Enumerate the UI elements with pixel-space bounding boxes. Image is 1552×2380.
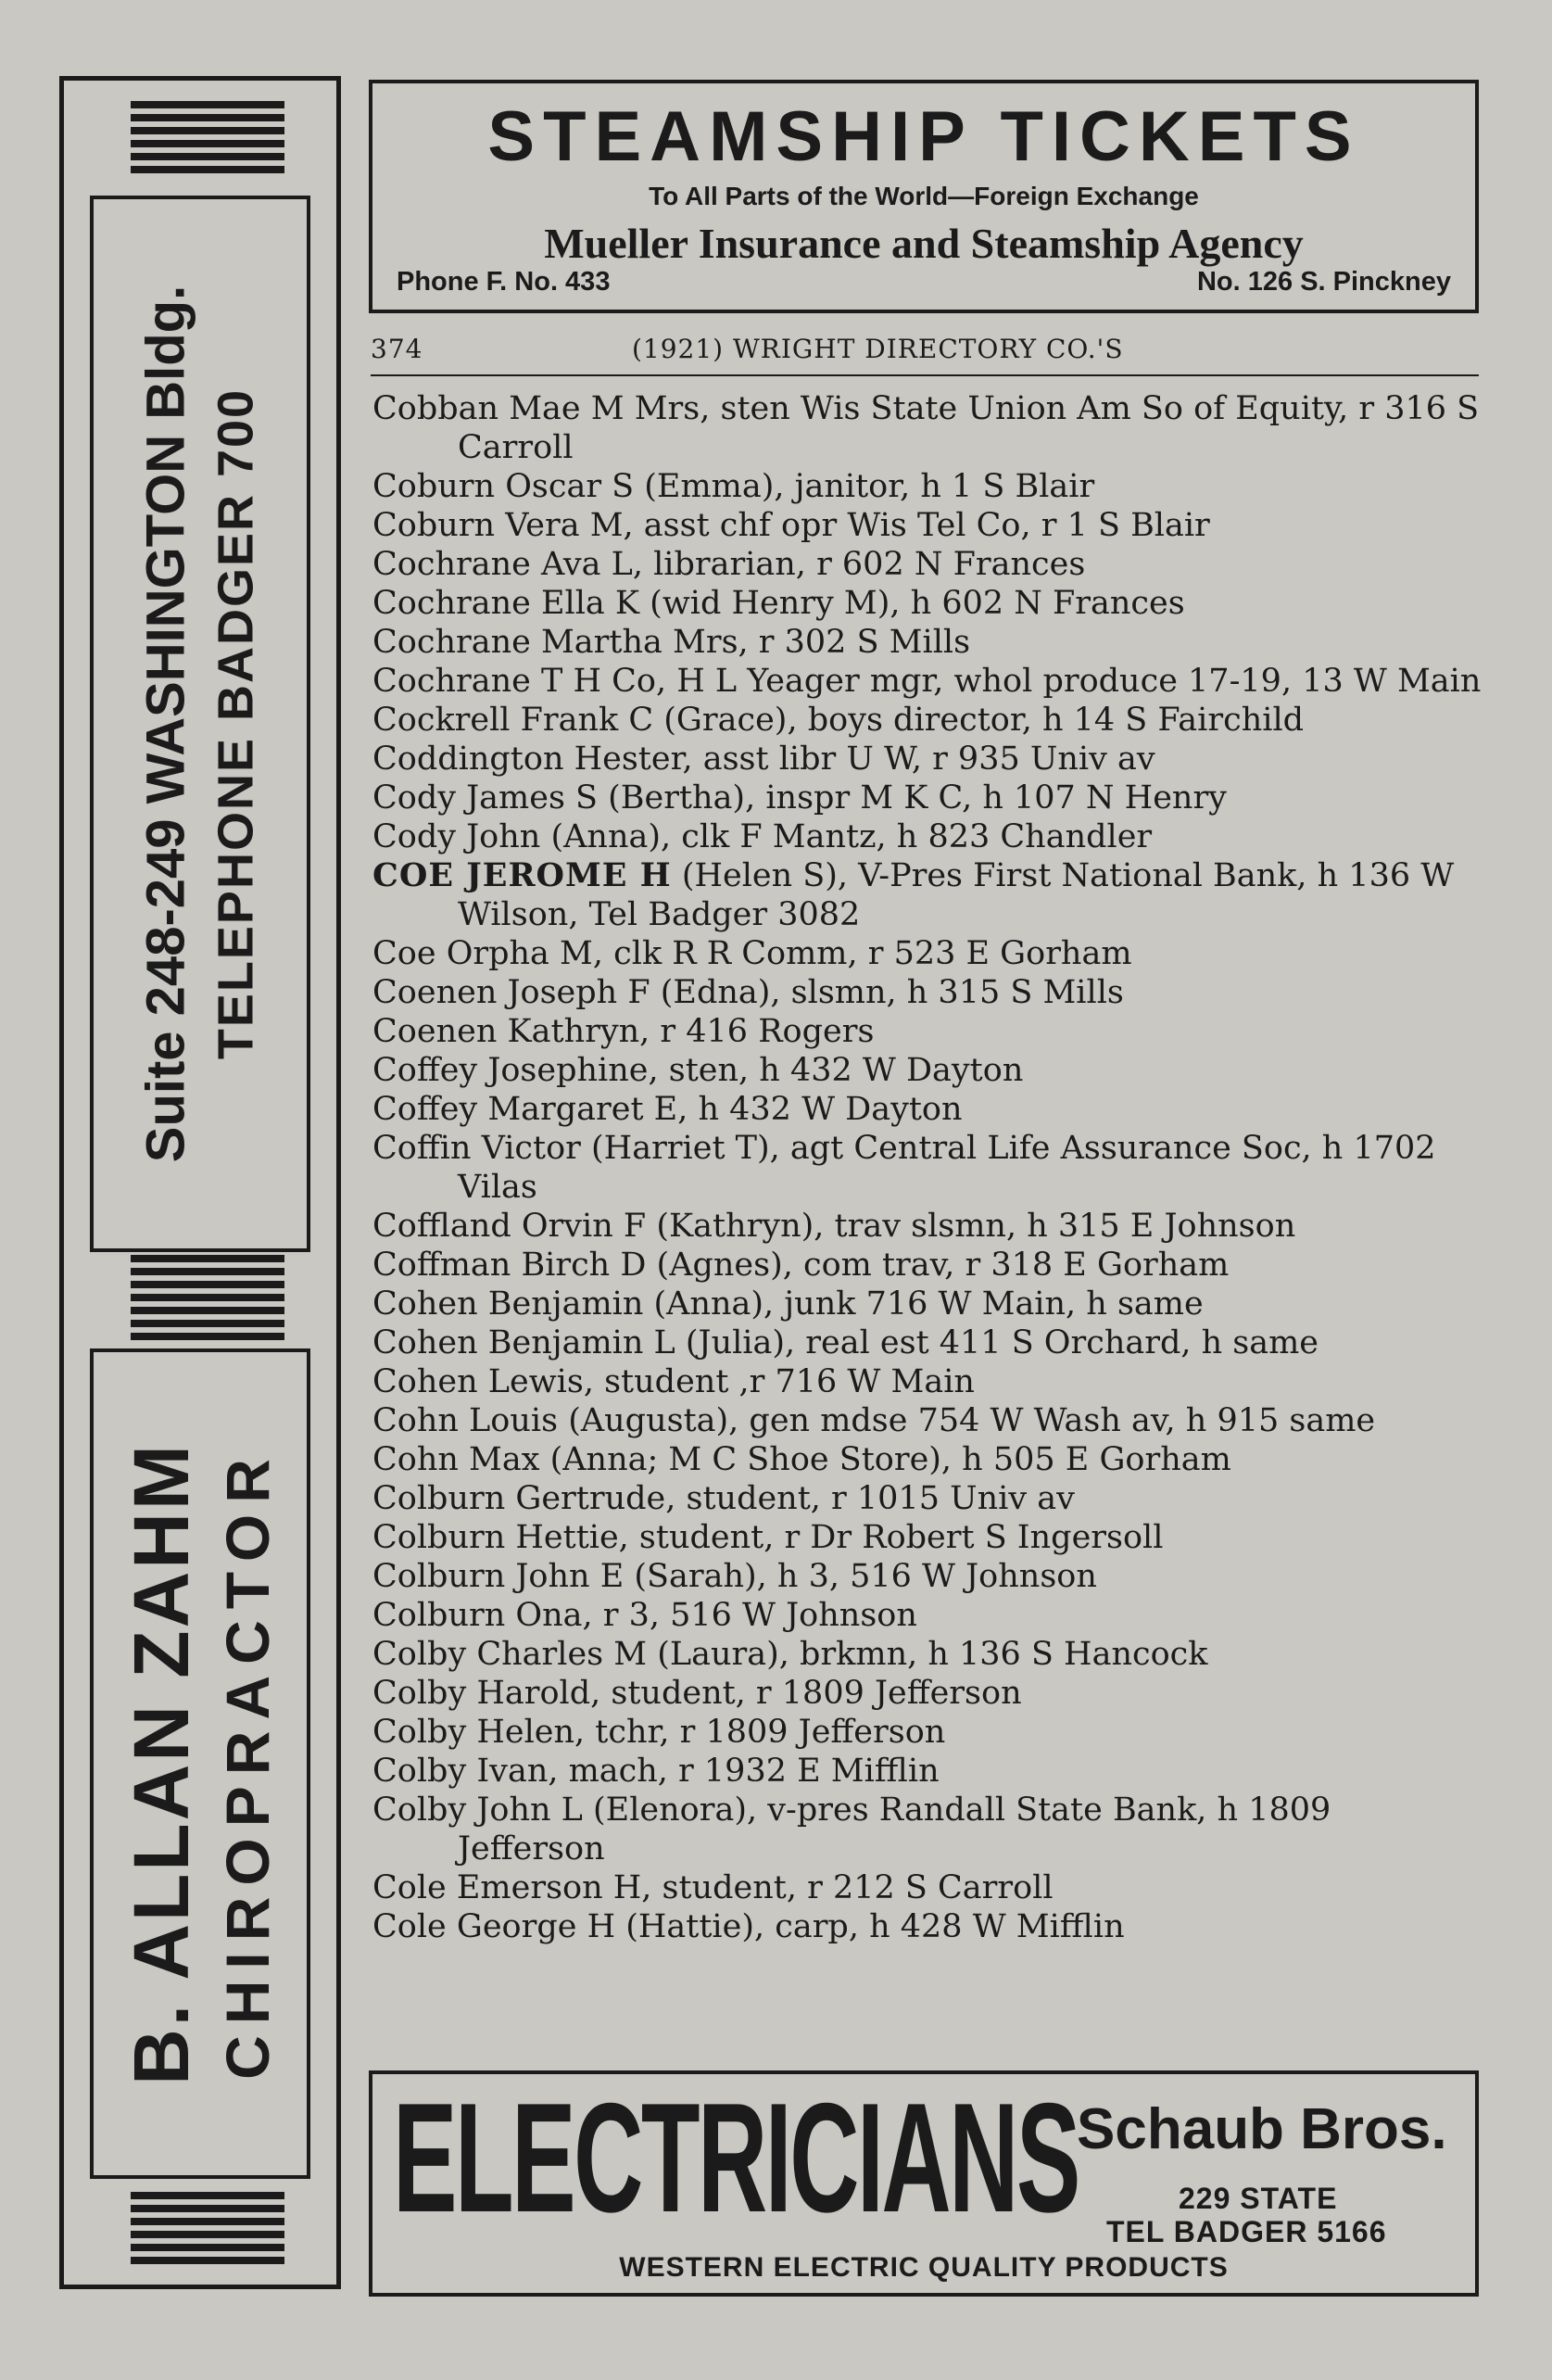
directory-entry [372, 662, 1481, 701]
directory-entry [372, 1907, 1481, 1946]
directory-entry [372, 740, 1481, 779]
side-ad-name: B. ALLAN ZAHM [118, 1442, 206, 2085]
page-number: 374 [371, 334, 423, 364]
entry-text: Colburn Ona, r 3, 516 W Johnson [372, 1597, 917, 1634]
directory-entry [372, 545, 1481, 584]
directory-entry [372, 1440, 1481, 1479]
entry-text: Cohen Benjamin (Anna), junk 716 W Main, h same [372, 1285, 1204, 1323]
bottom-ad-firm: Schaub Bros. [1077, 2097, 1447, 2161]
entry-text: Coburn Oscar S (Emma), janitor, h 1 S Blair [372, 468, 1095, 505]
entry-text: Cockrell Frank C (Grace), boys director, h 14 S Fairchild [372, 702, 1305, 739]
entry-text: Coffey Margaret E, h 432 W Dayton [372, 1091, 963, 1128]
entry-text: Coffey Josephine, sten, h 432 W Dayton [372, 1052, 1024, 1089]
entry-text: Coburn Vera M, asst chf opr Wis Tel Co, r 1 S Blair [372, 507, 1210, 544]
entry-text: Colby Ivan, mach, r 1932 E Mifflin [372, 1753, 940, 1790]
bottom-ad-address: 229 STATE [1179, 2182, 1338, 2215]
entry-text: Cochrane Ella K (wid Henry M), h 602 N Frances [372, 585, 1185, 622]
directory-entry [372, 506, 1481, 545]
directory-entry [372, 1129, 1481, 1207]
bottom-ad-headline: ELECTRICIANS [393, 2070, 1079, 2245]
decorative-bars-middle [131, 1255, 284, 1346]
entry-text: Colburn John E (Sarah), h 3, 516 W Johnson [372, 1558, 1097, 1595]
entry-text: Cody James S (Bertha), inspr M K C, h 107 N Henry [372, 779, 1227, 817]
entry-text: Coffman Birch D (Agnes), com trav, r 318 E Gorham [372, 1247, 1230, 1284]
directory-entry [372, 623, 1481, 662]
entry-text: Cochrane Martha Mrs, r 302 S Mills [372, 624, 971, 661]
directory-entry [372, 584, 1481, 623]
directory-entries [372, 389, 1481, 1946]
entry-text: Cohen Lewis, student ,r 716 W Main [372, 1363, 975, 1400]
entry-text: Colby Helen, tchr, r 1809 Jefferson [372, 1714, 946, 1751]
entry-text: Cody John (Anna), clk F Mantz, h 823 Chandler [372, 818, 1153, 855]
top-ad-subline: To All Parts of the World—Foreign Exchange [649, 182, 1199, 210]
entry-text: Coffland Orvin F (Kathryn), trav slsmn, h 315 E Johnson [372, 1208, 1296, 1245]
entry-text: Coe Orpha M, clk R R Comm, r 523 E Gorham [372, 935, 1132, 972]
directory-entry [372, 1868, 1481, 1907]
directory-entry [372, 467, 1481, 506]
bottom-ad-tagline: WESTERN ELECTRIC QUALITY PRODUCTS [619, 2252, 1229, 2283]
entry-text: Cobban Mae M Mrs, sten Wis State Union Am So of Equity, r 316 S Carroll [372, 390, 1480, 466]
directory-entry [372, 1752, 1481, 1791]
entry-text: Coddington Hester, asst libr U W, r 935 Univ av [372, 741, 1155, 778]
entry-bold-name: COE JEROME H [372, 856, 672, 894]
directory-entry [372, 1557, 1481, 1596]
entry-text: Coenen Kathryn, r 416 Rogers [372, 1013, 875, 1050]
directory-entry [372, 1479, 1481, 1518]
entry-text: Coffin Victor (Harriet T), agt Central Life Assurance Soc, h 1702 Vilas [372, 1130, 1436, 1206]
directory-entry [372, 1051, 1481, 1090]
directory-entry [372, 856, 1481, 934]
decorative-bars-top [131, 101, 284, 179]
directory-entry [372, 779, 1481, 817]
bottom-advertisement [369, 2070, 1479, 2297]
directory-entry [372, 934, 1481, 973]
directory-entry [372, 1635, 1481, 1674]
directory-entry [372, 1596, 1481, 1635]
entry-text: Colburn Hettie, student, r Dr Robert S Ingersoll [372, 1519, 1164, 1556]
directory-title: (1921) WRIGHT DIRECTORY CO.'S [632, 334, 1124, 364]
top-ad-phone: Phone F. No. 433 [397, 267, 611, 297]
entry-text: Colby Harold, student, r 1809 Jefferson [372, 1675, 1022, 1712]
directory-entry [372, 1285, 1481, 1323]
top-ad-address: No. 126 S. Pinckney [1196, 267, 1451, 297]
entry-text: Cohn Louis (Augusta), gen mdse 754 W Wash av, h 915 same [372, 1402, 1376, 1439]
top-ad-agency: Mueller Insurance and Steamship Agency [544, 220, 1304, 267]
top-advertisement [369, 80, 1479, 313]
decorative-bars-bottom [131, 2192, 284, 2270]
entry-text: Colby John L (Elenora), v-pres Randall State Bank, h 1809 Jefferson [372, 1791, 1331, 1867]
entry-text: Colby Charles M (Laura), brkmn, h 136 S Hancock [372, 1636, 1208, 1673]
entry-text: Cole Emerson H, student, r 212 S Carroll [372, 1869, 1054, 1906]
side-ad-telephone-line: TELEPHONE BADGER 700 [208, 387, 264, 1060]
side-advertisement [59, 76, 341, 2289]
top-ad-headline: STEAMSHIP TICKETS [487, 97, 1360, 176]
directory-entry [372, 1791, 1481, 1868]
entry-text: Cohen Benjamin L (Julia), real est 411 S Orchard, h same [372, 1324, 1319, 1361]
directory-entry [372, 701, 1481, 740]
directory-entry [372, 1401, 1481, 1440]
directory-entry [372, 1713, 1481, 1752]
directory-entry [372, 1090, 1481, 1129]
entry-text: Cochrane T H Co, H L Yeager mgr, whol produce 17-19, 13 W Main [372, 663, 1482, 700]
directory-entry [372, 1362, 1481, 1401]
side-ad-suite-line: Suite 248-249 WASHINGTON Bldg. [135, 285, 196, 1163]
directory-entry [372, 1674, 1481, 1713]
entry-text: Cole George H (Hattie), carp, h 428 W Mifflin [372, 1908, 1125, 1945]
entry-text: Cochrane Ava L, librarian, r 602 N Frances [372, 546, 1086, 583]
directory-entry [372, 1012, 1481, 1051]
entry-text: Colburn Gertrude, student, r 1015 Univ av [372, 1480, 1075, 1517]
entry-text: (Helen S), V-Pres First National Bank, h 136 W Wilson, Tel Badger 3082 [458, 857, 1455, 933]
directory-entry [372, 389, 1481, 467]
side-ad-name-panel [90, 1348, 310, 2179]
bottom-ad-phone: TEL BADGER 5166 [1106, 2215, 1387, 2248]
entry-text: Coenen Joseph F (Edna), slsmn, h 315 S Mills [372, 974, 1124, 1011]
side-ad-contact-panel [90, 196, 310, 1252]
entry-text: Cohn Max (Anna; M C Shoe Store), h 505 E Gorham [372, 1441, 1231, 1478]
directory-entry [372, 1207, 1481, 1246]
directory-entry [372, 1323, 1481, 1362]
directory-entry [372, 817, 1481, 856]
directory-entry [372, 973, 1481, 1012]
running-header [371, 330, 1479, 376]
directory-entry [372, 1518, 1481, 1557]
directory-entry [372, 1246, 1481, 1285]
side-ad-profession: CHIROPRACTOR [213, 1448, 283, 2080]
